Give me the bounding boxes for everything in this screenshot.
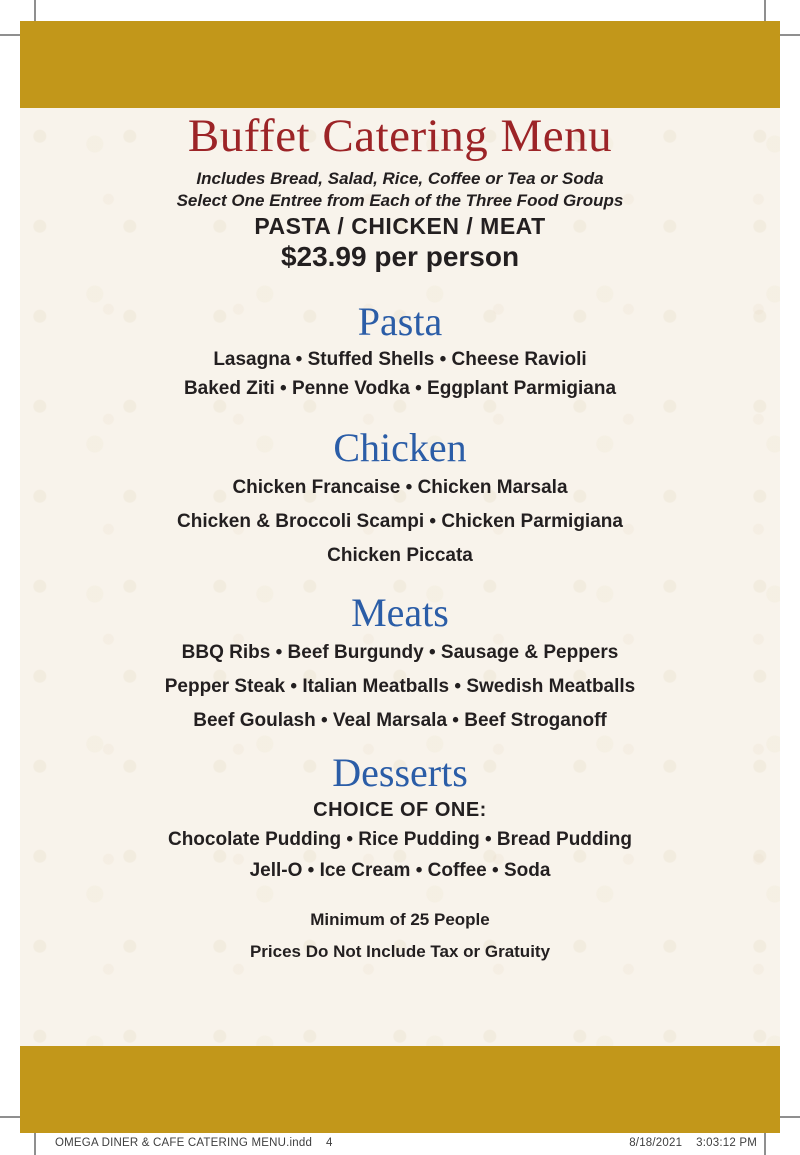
chicken-items-line-2: Chicken & Broccoli Scampi • Chicken Parmigiana (177, 511, 623, 532)
menu-subtitle-line-2: Select One Entree from Each of the Three Food Groups (176, 191, 624, 210)
chicken-items-line-3: Chicken Piccata (327, 545, 473, 566)
gold-band-top (20, 21, 780, 108)
pasta-items-line-1: Lasagna • Stuffed Shells • Cheese Ravioli (213, 349, 587, 370)
slug-page-number: 4 (326, 1137, 333, 1149)
slug-file-name: OMEGA DINER & CAFE CATERING MENU.indd (55, 1137, 313, 1149)
section-meats (20, 590, 780, 738)
section-heading-desserts: Desserts (332, 750, 468, 795)
slug-timestamp (629, 1136, 757, 1150)
section-heading-chicken: Chicken (333, 425, 467, 470)
slug-file-info (55, 1136, 333, 1150)
chicken-items-line-1: Chicken Francaise • Chicken Marsala (232, 477, 568, 498)
menu-artboard (20, 21, 780, 1133)
section-chicken (20, 425, 780, 573)
meats-items-line-1: BBQ Ribs • Beef Burgundy • Sausage & Peppers (181, 642, 619, 663)
meats-items-line-3: Beef Goulash • Veal Marsala • Beef Stroganoff (193, 710, 607, 731)
minimum-people-note: Minimum of 25 People (310, 910, 490, 929)
section-heading-meats: Meats (351, 590, 449, 635)
tax-gratuity-note: Prices Do Not Include Tax or Gratuity (249, 942, 551, 961)
food-groups-line: PASTA / CHICKEN / MEAT (254, 213, 546, 239)
section-desserts (20, 750, 780, 886)
menu-content (20, 108, 780, 968)
desserts-choice-subheading: CHOICE OF ONE: (313, 799, 487, 821)
menu-title: Buffet Catering Menu (187, 110, 613, 162)
meats-items-line-2: Pepper Steak • Italian Meatballs • Swedish Meatballs (164, 676, 636, 697)
menu-subtitle-line-1: Includes Bread, Salad, Rice, Coffee or Tea or Soda (196, 169, 604, 188)
slug-time: 3:03:12 PM (696, 1137, 757, 1149)
slug-date: 8/18/2021 (629, 1137, 683, 1149)
pasta-items-line-2: Baked Ziti • Penne Vodka • Eggplant Parmigiana (183, 378, 617, 399)
desserts-items-line-2: Jell-O • Ice Cream • Coffee • Soda (249, 860, 551, 881)
price-per-person: $23.99 per person (280, 241, 520, 272)
gold-band-bottom (20, 1046, 780, 1133)
section-heading-pasta: Pasta (357, 299, 443, 344)
section-pasta (20, 299, 780, 403)
desserts-items-line-1: Chocolate Pudding • Rice Pudding • Bread Pudding (167, 829, 633, 850)
